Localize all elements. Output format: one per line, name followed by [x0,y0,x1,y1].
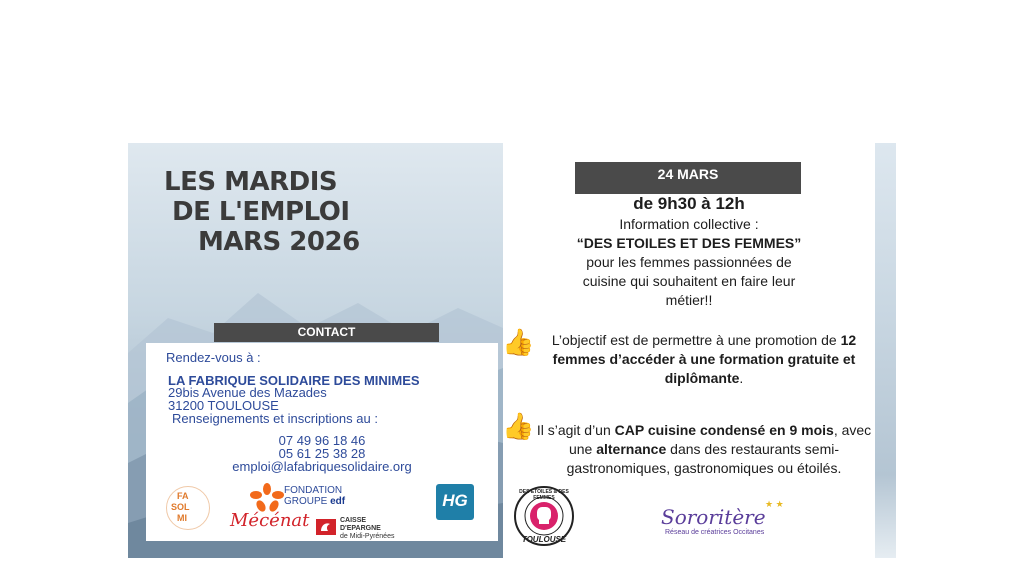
edf-line-2: GROUPE [284,496,328,507]
cap-text-e: dans des restaurants semi-gastronomiques, gastronomiques ou étoilés. [566,441,842,476]
desc-line-2: “DES ETOILES ET DES FEMMES” [576,235,802,251]
sororitere-name: Sororitère [661,505,766,529]
cap-text-b: CAP cuisine condensé en 9 mois [614,422,834,438]
cap-text-c: , avec une [568,422,872,457]
fabrique-solidaire-logo [166,486,210,530]
objective-text-b: 12 femmes d’accéder à une formation gratuite et diplômante [552,332,857,386]
date-header: 24 MARS [575,162,801,194]
address-line-2: 31200 TOULOUSE [168,398,279,413]
edf-line-1: FONDATION [284,485,343,496]
objective-paragraph [533,331,875,388]
caisse-line-3: de Midi-Pyrénées [340,533,395,540]
star-icon: ★ ★ [765,499,784,509]
desc-line-1: Information collective : [619,216,759,232]
objective-text-c: . [739,370,744,386]
contact-header: CONTACT [214,323,439,342]
mecenat-signature: Mécénat [230,510,310,531]
contact-card [146,343,498,541]
cap-text-a: Il s’agit d’un [536,422,615,438]
etoiles-city-text: TOULOUSE [521,535,567,544]
cap-paragraph [533,421,875,478]
sororitere-subtitle: Réseau de créatrices Occitanes [665,529,765,536]
fabrique-logo-text-1: FA [177,491,189,501]
caisse-line-2: D'EPARGNE [340,525,381,532]
rendezvous-label: Rendez-vous à : [166,350,261,365]
phone-2[interactable]: 05 61 25 38 28 [278,446,366,461]
event-hours: de 9h30 à 12h [633,194,745,213]
email-link[interactable]: emploi@lafabriquesolidaire.org [232,459,412,474]
organization-name: LA FABRIQUE SOLIDAIRE DES MINIMES [168,373,420,388]
info-label: Renseignements et inscriptions au : [172,411,378,426]
address-line-1: 29bis Avenue des Mazades [168,385,327,400]
squirrel-icon [316,519,336,535]
desc-line-3: pour les femmes passionnées de [586,254,792,270]
cap-text-d: alternance [596,441,667,457]
title-line-2: DE L'EMPLOI [172,197,350,227]
right-edge-strip [875,143,896,558]
fondation-edf-logo [250,483,360,513]
desc-line-5: métier!! [665,292,713,308]
desc-line-4: cuisine qui souhaitent en faire leur [582,273,796,289]
caisse-line-1: CAISSE [340,517,367,524]
title-line-3: MARS 2026 [198,227,360,257]
thumbs-up-icon: 👍 [502,327,535,357]
des-etoiles-logo [513,485,575,547]
left-panel [128,143,503,558]
sororitere-logo [661,499,801,541]
phone-1[interactable]: 07 49 96 18 46 [278,433,366,448]
hg-logo [436,484,474,520]
objective-text-a: L’objectif est de permettre à une promotion de [551,332,841,348]
edf-flower-icon [250,483,284,513]
edf-brand: edf [330,496,346,507]
event-title [148,167,468,257]
poster [128,143,896,558]
title-line-1: LES MARDIS [164,167,338,197]
fabrique-logo-text-2: SOL [171,502,190,512]
right-panel [503,143,875,558]
thumbs-up-icon: 👍 [502,411,535,441]
hg-logo-text: HG [442,491,468,510]
etoiles-ring-text: DES ETOILES & DES FEMMES [519,489,569,501]
caisse-epargne-logo [316,519,426,541]
fabrique-logo-text-3: MI [177,513,187,523]
